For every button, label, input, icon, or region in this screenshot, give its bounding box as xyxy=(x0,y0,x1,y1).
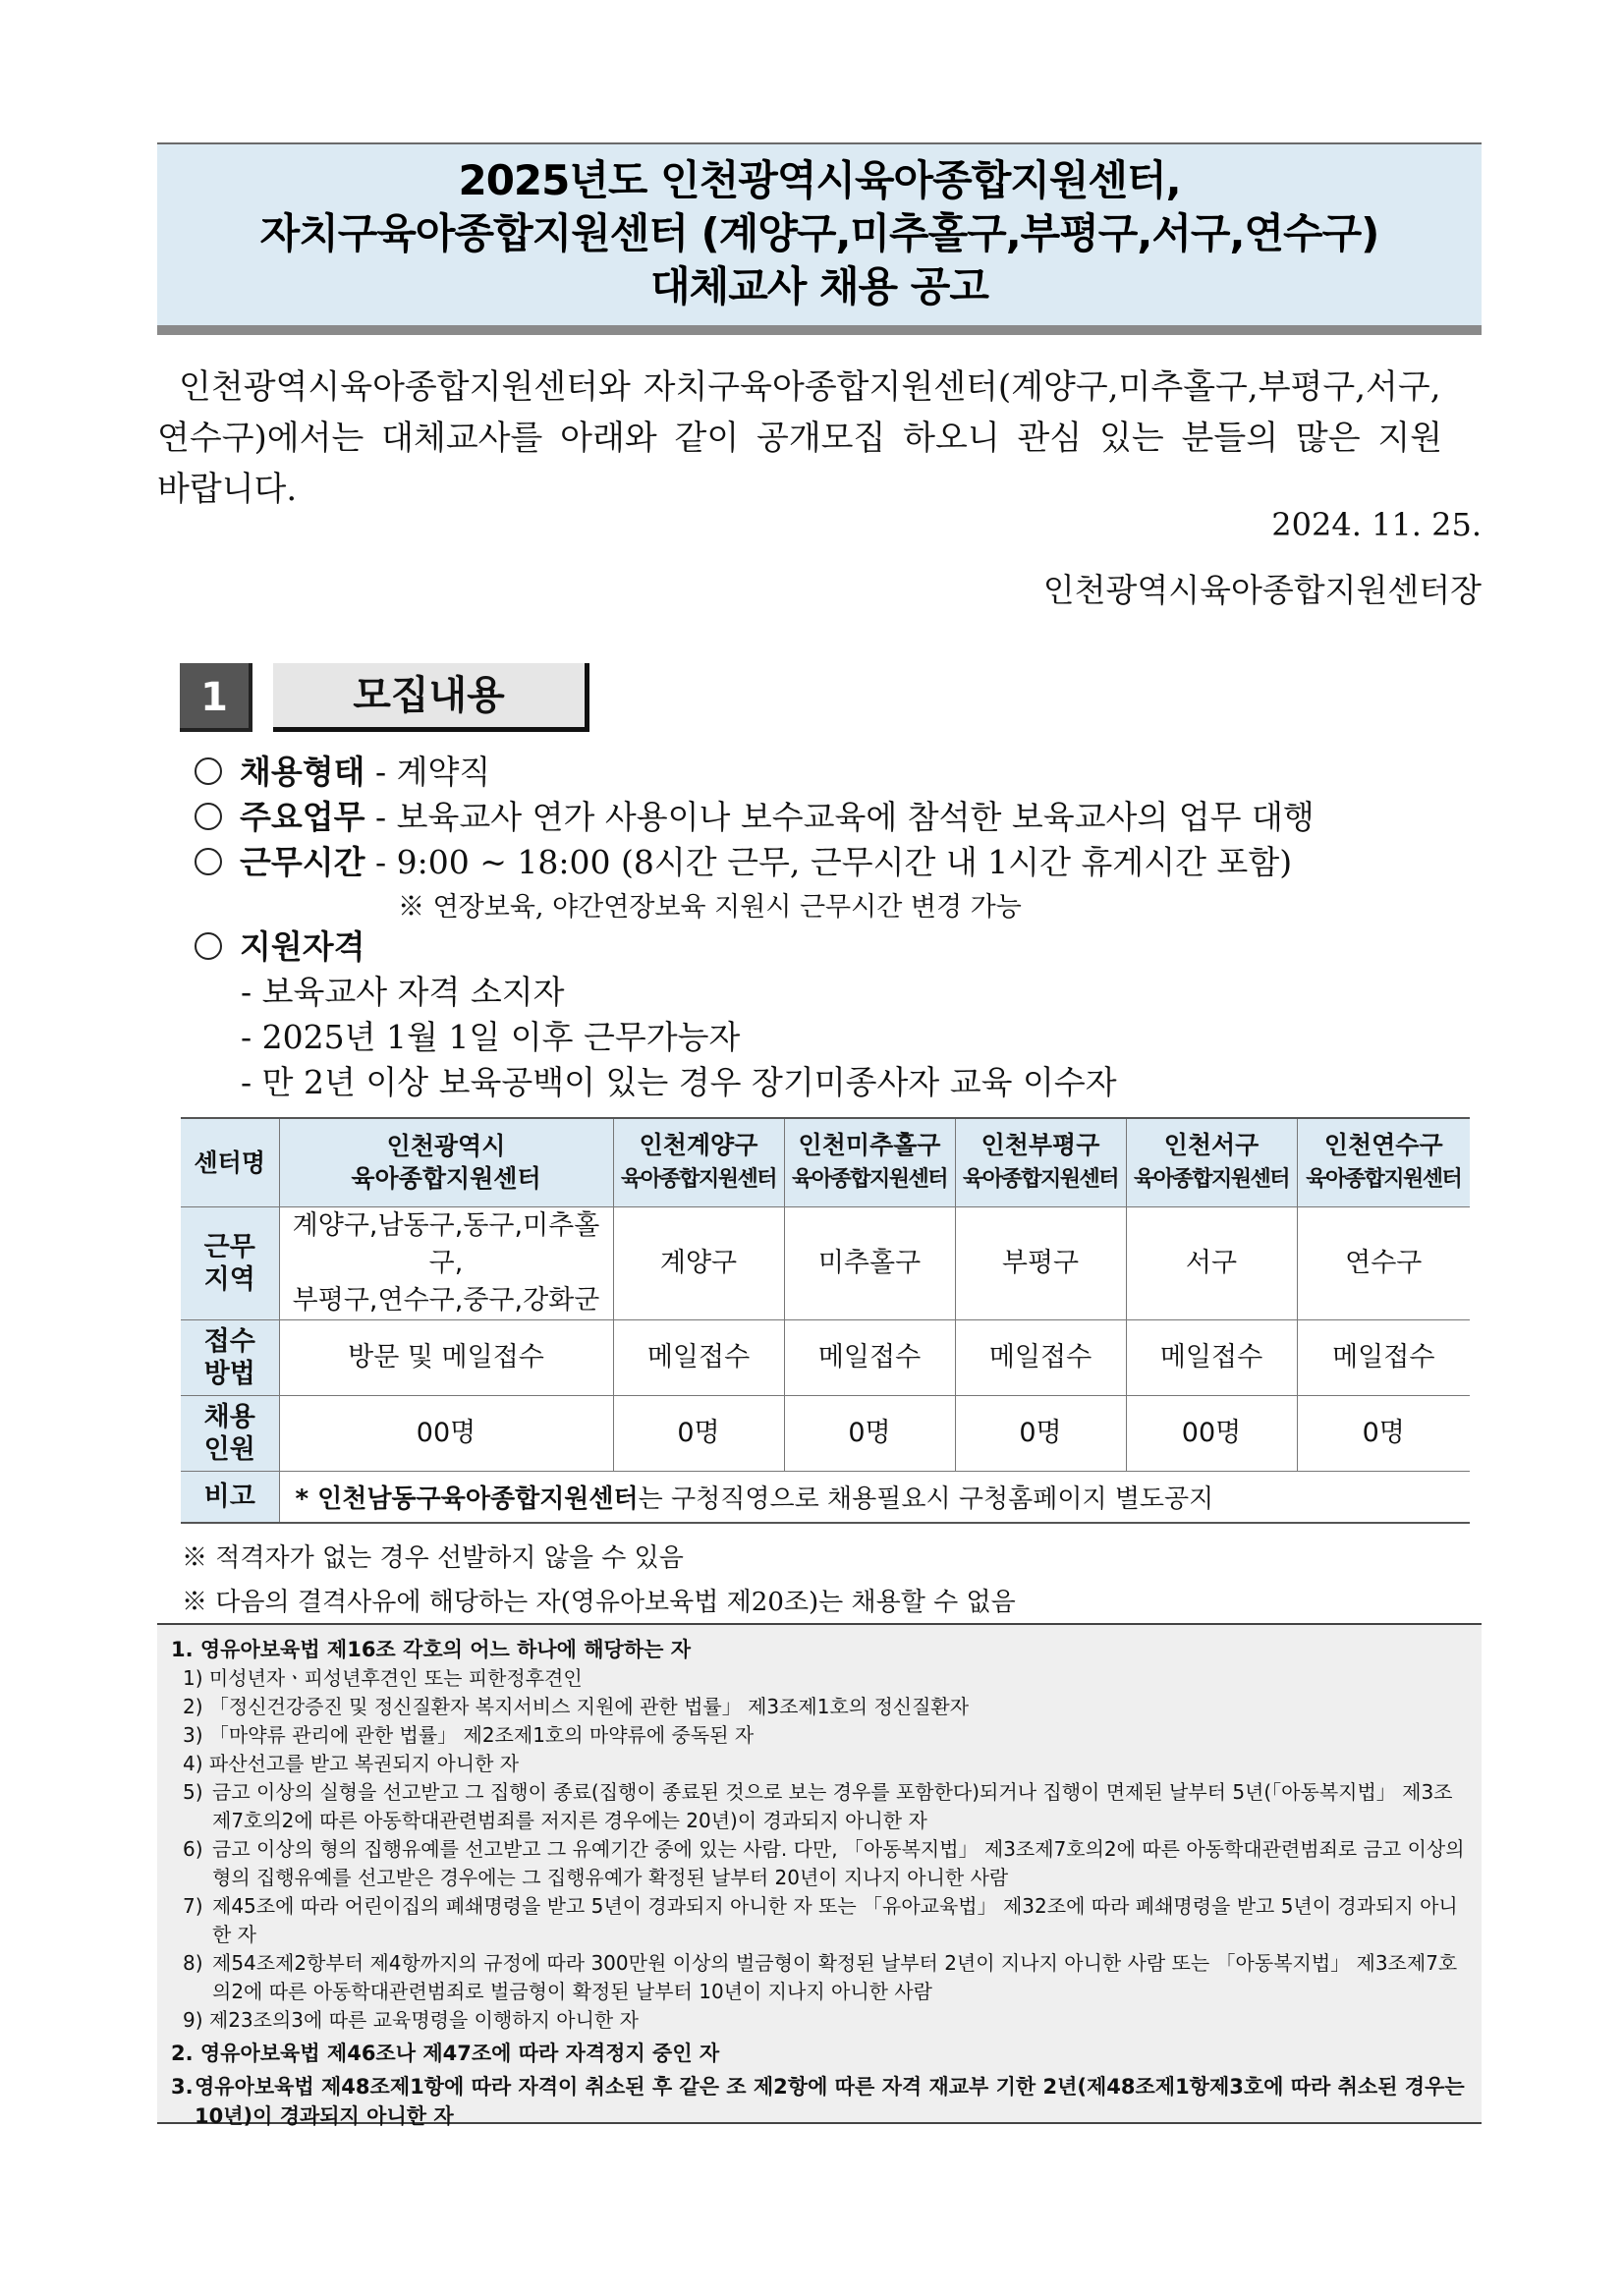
disqual-item: 7) 제45조에 따라 어린이집의 폐쇄명령을 받고 5년이 경과되지 아니한 자 또는 「유아교육법」 제32조에 따라 폐쇄명령을 받고 5년이 경과되지 아니한 자 xyxy=(183,1894,1458,1946)
table-row-area xyxy=(181,1206,1470,1319)
table-cell: 0명 xyxy=(613,1395,784,1471)
table-cell: 메일접수 xyxy=(784,1319,955,1395)
table-cell: 서구 xyxy=(1126,1206,1297,1319)
table-cell: 계양구,남동구,동구,미추홀구, 부평구,연수구,중구,강화군 xyxy=(279,1206,613,1319)
row-header-area: 근무 지역 xyxy=(181,1206,279,1319)
table-cell: 00명 xyxy=(279,1395,613,1471)
table-corner: 센터명 xyxy=(181,1118,279,1206)
table-cell: 미추홀구 xyxy=(784,1206,955,1319)
table-header-cell: 인천부평구 육아종합지원센터 xyxy=(955,1118,1126,1206)
disqual-item: 9) 제23조의3에 따른 교육명령을 이행하지 아니한 자 xyxy=(183,2008,639,2032)
qualification: 지원자격 xyxy=(195,922,365,968)
disqual-item: 2) 「정신건강증진 및 정신질환자 복지서비스 지원에 관한 법률」 제3조제1호의 정신질환자 xyxy=(183,1695,970,1718)
disqual-item: 1) 미성년자ㆍ피성년후견인 또는 피한정후견인 xyxy=(183,1666,583,1690)
table-cell: 부평구 xyxy=(955,1206,1126,1319)
row-header-count: 채용 인원 xyxy=(181,1395,279,1471)
row-header-method: 접수 방법 xyxy=(181,1319,279,1395)
table-cell: 0명 xyxy=(955,1395,1126,1471)
notice-signer: 인천광역시육아종합지원센터장 xyxy=(1042,571,1482,609)
table-cell: 메일접수 xyxy=(613,1319,784,1395)
table-cell: 메일접수 xyxy=(955,1319,1126,1395)
table-cell: 0명 xyxy=(1297,1395,1470,1471)
table-header-cell: 인천계양구 육아종합지원센터 xyxy=(613,1118,784,1206)
table-header-cell: 인천미추홀구 육아종합지원센터 xyxy=(784,1118,955,1206)
section-title: 모집내용 xyxy=(273,663,589,732)
title-line-2: 자치구육아종합지원센터 (계양구,미추홀구,부평구,서구,연수구) xyxy=(259,209,1379,257)
main-duty: 주요업무 - 보육교사 연가 사용이나 보수교육에 참석한 보육교사의 업무 대행 xyxy=(195,792,1315,838)
section-number: 1 xyxy=(180,663,252,732)
table-cell: 00명 xyxy=(1126,1395,1297,1471)
disqual-item: 6) 금고 이상의 형의 집행유예를 선고받고 그 유예기간 중에 있는 사람. 다만, 「아동복지법」 제3조제7호의2에 따른 아동학대관련범죄로 금고 이상의 형의 집행유예를 선고받은 경우에는 그 집행유예가 확정된 날부터 20년이 지나지 아니한 사람 xyxy=(183,1837,1465,1889)
work-hours: 근무시간 - 9:00 ~ 18:00 (8시간 근무, 근무시간 내 1시간 휴게시간 포함) xyxy=(195,837,1292,883)
title-line-1: 2025년도 인천광역시육아종합지원센터, xyxy=(458,156,1181,204)
disqual-heading-2: 2. 영유아보육법 제46조나 제47조에 따라 자격정지 중인 자 xyxy=(171,2042,720,2065)
qualification-item: - 만 2년 이상 보육공백이 있는 경우 장기미종사자 교육 이수자 xyxy=(241,1063,1117,1101)
note-no-candidate: ※ 적격자가 없는 경우 선발하지 않을 수 있음 xyxy=(182,1543,684,1573)
disqual-item: 3) 「마약류 관리에 관한 법률」 제2조제1호의 마약류에 중독된 자 xyxy=(183,1723,755,1747)
circle-bullet-icon xyxy=(195,932,222,960)
note-disqualification: ※ 다음의 결격사유에 해당하는 자(영유아보육법 제20조)는 채용할 수 없음 xyxy=(182,1588,1016,1617)
circle-bullet-icon xyxy=(195,803,222,830)
table-row-count xyxy=(181,1395,1470,1471)
table-header-cell: 인천광역시 육아종합지원센터 xyxy=(279,1118,613,1206)
table-cell: 방문 및 메일접수 xyxy=(279,1319,613,1395)
work-hours-note: ※ 연장보육, 야간연장보육 지원시 근무시간 변경 가능 xyxy=(398,892,1022,923)
qualification-item: - 보육교사 자격 소지자 xyxy=(241,973,565,1011)
circle-bullet-icon xyxy=(195,848,222,875)
disqual-item: 8) 제54조제2항부터 제4항까지의 규정에 따라 300만원 이상의 벌금형이 확정된 날부터 2년이 지나지 아니한 사람 또는 「아동복지법」 제3조제7호의2에 따른 아동학대관련범죄로 벌금형이 확정된 날부터 10년이 지나지 아니한 사람 xyxy=(183,1951,1458,2003)
table-cell: 연수구 xyxy=(1297,1206,1470,1319)
disqual-item: 5) 금고 이상의 실형을 선고받고 그 집행이 종료(집행이 종료된 것으로 보는 경우를 포함한다)되거나 집행이 면제된 날부터 5년(「아동복지법」 제3조제7호의2에 따른 아동학대관련범죄를 저지른 경우에는 20년)이 경과되지 아니한 자 xyxy=(183,1780,1453,1832)
row-header-remark: 비고 xyxy=(181,1471,279,1523)
notice-date: 2024. 11. 25. xyxy=(1271,506,1482,543)
intro-line-1: 인천광역시육아종합지원센터와 자치구육아종합지원센터(계양구,미추홀구,부평구,서구, xyxy=(179,367,1441,407)
table-row-method xyxy=(181,1319,1470,1395)
disqual-heading-3: 3. 영유아보육법 제48조제1항에 따라 자격이 취소된 후 같은 조 제2항에 따른 자격 재교부 기한 2년(제48조제1항제3호에 따라 취소된 경우는 10년)이 경과되지 아니한 자 xyxy=(171,2075,1465,2128)
table-cell: 메일접수 xyxy=(1297,1319,1470,1395)
table-header-cell: 인천연수구 육아종합지원센터 xyxy=(1297,1118,1470,1206)
intro-paragraph xyxy=(157,362,1482,515)
employment-type: 채용형태 - 계약직 xyxy=(195,747,490,793)
circle-bullet-icon xyxy=(195,757,222,785)
disqual-item: 4) 파산선고를 받고 복권되지 아니한 자 xyxy=(183,1752,520,1775)
disqual-heading-1: 1. 영유아보육법 제16조 각호의 어느 하나에 해당하는 자 xyxy=(171,1638,691,1661)
table-header-cell: 인천서구 육아종합지원센터 xyxy=(1126,1118,1297,1206)
recruitment-table xyxy=(181,1117,1470,1524)
remark-cell: * 인천남동구육아종합지원센터는 구청직영으로 채용필요시 구청홈페이지 별도공지 xyxy=(279,1471,1470,1523)
table-header-row xyxy=(181,1118,1470,1206)
intro-line-2: 연수구)에서는 대체교사를 아래와 같이 공개모집 하오니 관심 있는 분들의 많은 지원 xyxy=(157,419,1443,458)
qualification-item: - 2025년 1월 1일 이후 근무가능자 xyxy=(241,1018,741,1056)
table-row-remark xyxy=(181,1471,1470,1523)
table-cell: 메일접수 xyxy=(1126,1319,1297,1395)
title-box xyxy=(157,142,1482,335)
table-cell: 계양구 xyxy=(613,1206,784,1319)
title-line-3: 대체교사 채용 공고 xyxy=(650,262,988,310)
intro-line-3: 바랍니다. xyxy=(157,470,298,509)
disqualification-box xyxy=(157,1623,1482,2128)
table-cell: 0명 xyxy=(784,1395,955,1471)
